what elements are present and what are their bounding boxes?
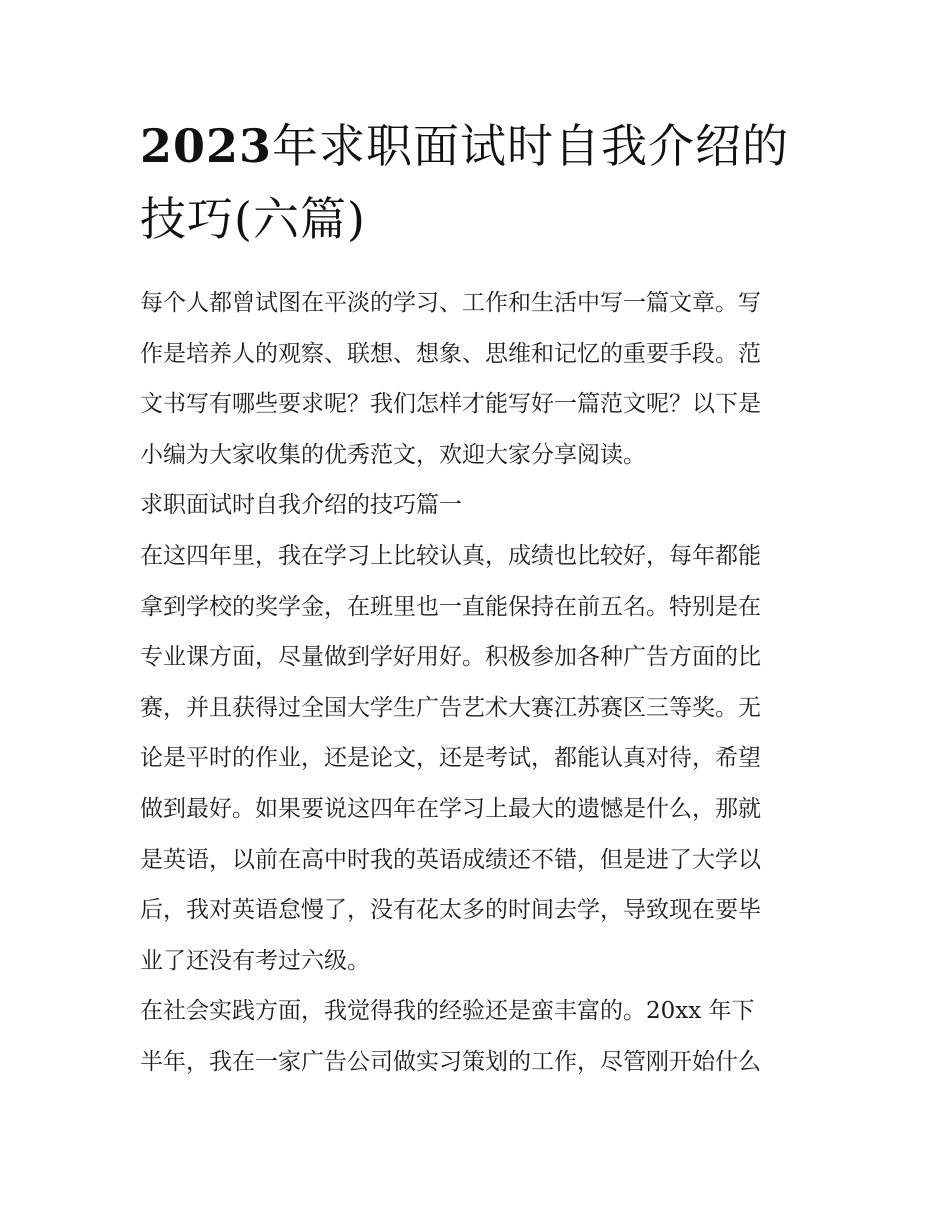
paragraph-line: 是英语，以前在高中时我的英语成绩还不错，但是进了大学以 — [140, 846, 761, 873]
section1-paragraph-2 — [140, 986, 820, 1087]
intro-paragraph — [140, 278, 820, 480]
intro-line: 作是培养人的观察、联想、想象、思维和记忆的重要手段。范 — [140, 340, 761, 367]
paragraph-line: 论是平时的作业，还是论文，还是考试，都能认真对待，希望 — [140, 745, 761, 772]
title-year: 2023 — [140, 119, 273, 173]
paragraph-line: 业了还没有考过六级。 — [140, 947, 370, 974]
document-title — [140, 110, 820, 256]
paragraph-line: 在这四年里，我在学习上比较认真，成绩也比较好，每年都能 — [140, 542, 761, 569]
title-line2: 技巧(六篇) — [140, 192, 366, 246]
intro-line: 每个人都曾试图在平淡的学习、工作和生活中写一篇文章。写 — [140, 290, 761, 316]
section1-paragraph-1 — [140, 531, 820, 986]
title-line1-rest: 年求职面试时自我介绍的 — [272, 119, 790, 173]
paragraph-line: 在社会实践方面，我觉得我的经验还是蛮丰富的。20xx 年下 — [140, 998, 755, 1025]
document-body — [140, 278, 820, 1088]
paragraph-line: 拿到学校的奖学金，在班里也一直能保持在前五名。特别是在 — [140, 593, 761, 620]
intro-line: 文书写有哪些要求呢？我们怎样才能写好一篇范文呢？以下是 — [140, 391, 761, 418]
section-heading — [140, 480, 820, 531]
paragraph-line: 半年，我在一家广告公司做实习策划的工作，尽管刚开始什么 — [140, 1048, 761, 1075]
section1-heading: 求职面试时自我介绍的技巧篇一 — [140, 492, 462, 519]
paragraph-line: 专业课方面，尽量做到学好用好。积极参加各种广告方面的比 — [140, 644, 761, 671]
paragraph-line: 做到最好。如果要说这四年在学习上最大的遗憾是什么，那就 — [140, 795, 761, 822]
intro-line: 小编为大家收集的优秀范文，欢迎大家分享阅读。 — [140, 441, 646, 468]
paragraph-line: 赛，并且获得过全国大学生广告艺术大赛江苏赛区三等奖。无 — [140, 694, 761, 721]
paragraph-line: 后，我对英语怠慢了，没有花太多的时间去学，导致现在要毕 — [140, 897, 761, 924]
